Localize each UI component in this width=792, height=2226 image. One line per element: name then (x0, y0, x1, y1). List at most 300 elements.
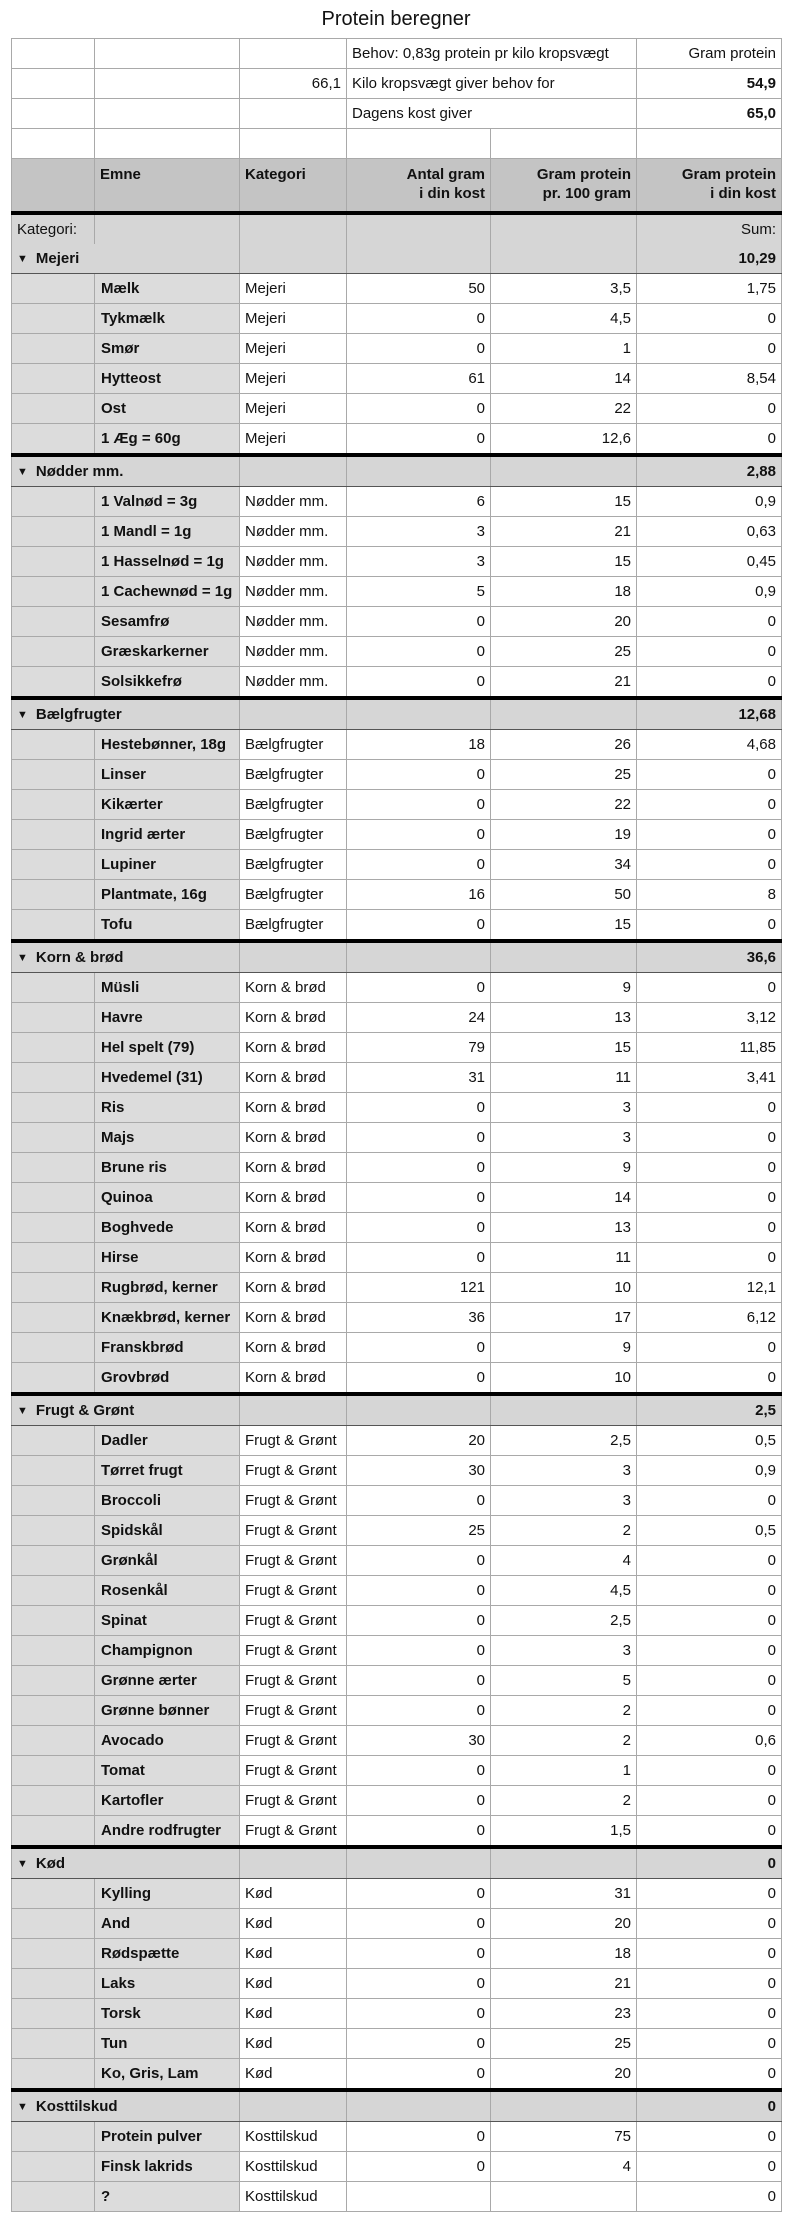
grams-input[interactable]: 30 (347, 1726, 491, 1756)
protein-per-100g[interactable]: 15 (491, 1033, 637, 1063)
protein-per-100g[interactable]: 3 (491, 1093, 637, 1123)
category-group-row[interactable] (12, 1394, 782, 1426)
cell[interactable] (12, 1486, 95, 1516)
grams-input[interactable]: 0 (347, 1363, 491, 1395)
cell[interactable] (12, 547, 95, 577)
food-category[interactable]: Korn & brød (240, 1303, 347, 1333)
food-category[interactable]: Frugt & Grønt (240, 1786, 347, 1816)
food-category[interactable]: Kød (240, 1939, 347, 1969)
grams-input[interactable]: 0 (347, 394, 491, 424)
cell[interactable] (12, 2059, 95, 2091)
protein-total[interactable]: 0 (637, 637, 782, 667)
cell[interactable] (12, 667, 95, 699)
protein-per-100g[interactable]: 25 (491, 760, 637, 790)
food-name[interactable]: Andre rodfrugter (95, 1816, 240, 1848)
disclosure-triangle-icon[interactable]: ▼ (17, 1858, 28, 1870)
food-name[interactable]: Spidskål (95, 1516, 240, 1546)
protein-per-100g[interactable]: 3,5 (491, 274, 637, 304)
food-name[interactable]: Tofu (95, 910, 240, 942)
cell[interactable] (12, 1909, 95, 1939)
protein-total[interactable]: 0 (637, 1756, 782, 1786)
cell[interactable] (12, 1426, 95, 1456)
food-category[interactable]: Korn & brød (240, 1153, 347, 1183)
protein-total[interactable]: 0 (637, 2029, 782, 2059)
grams-input[interactable]: 0 (347, 1756, 491, 1786)
protein-per-100g[interactable]: 22 (491, 394, 637, 424)
protein-total[interactable]: 0 (637, 1636, 782, 1666)
protein-per-100g[interactable]: 14 (491, 1183, 637, 1213)
protein-per-100g[interactable]: 1,5 (491, 1816, 637, 1848)
protein-total[interactable]: 1,75 (637, 274, 782, 304)
protein-total[interactable]: 0 (637, 790, 782, 820)
food-name[interactable]: Sesamfrø (95, 607, 240, 637)
category-group-row[interactable] (12, 1847, 782, 1879)
food-category[interactable]: Frugt & Grønt (240, 1576, 347, 1606)
food-name[interactable]: Linser (95, 760, 240, 790)
food-category[interactable]: Frugt & Grønt (240, 1756, 347, 1786)
protein-per-100g[interactable]: 15 (491, 910, 637, 942)
grams-input[interactable]: 0 (347, 790, 491, 820)
protein-total[interactable]: 0 (637, 1243, 782, 1273)
category-group-row[interactable] (12, 2090, 782, 2122)
food-category[interactable]: Kød (240, 1909, 347, 1939)
cell[interactable] (12, 1816, 95, 1848)
protein-per-100g[interactable]: 20 (491, 2059, 637, 2091)
cell[interactable] (12, 274, 95, 304)
protein-total[interactable]: 12,1 (637, 1273, 782, 1303)
protein-total[interactable]: 0,5 (637, 1516, 782, 1546)
cell[interactable] (12, 1666, 95, 1696)
behov-label[interactable]: Behov: 0,83g protein pr kilo kropsvægt (347, 39, 637, 69)
food-name[interactable]: Kartofler (95, 1786, 240, 1816)
grams-input[interactable]: 0 (347, 607, 491, 637)
food-name[interactable]: Hirse (95, 1243, 240, 1273)
cell[interactable] (12, 1939, 95, 1969)
grams-input[interactable]: 0 (347, 304, 491, 334)
food-name[interactable]: Rugbrød, kerner (95, 1273, 240, 1303)
category-group-row[interactable] (12, 941, 782, 973)
cell[interactable] (12, 1879, 95, 1909)
food-name[interactable]: Tykmælk (95, 304, 240, 334)
grams-input[interactable]: 3 (347, 517, 491, 547)
disclosure-triangle-icon[interactable]: ▼ (17, 2101, 28, 2113)
food-name[interactable]: Plantmate, 16g (95, 880, 240, 910)
protein-per-100g[interactable]: 20 (491, 1909, 637, 1939)
cell[interactable] (12, 790, 95, 820)
protein-per-100g[interactable]: 13 (491, 1003, 637, 1033)
cell[interactable] (12, 364, 95, 394)
grams-input[interactable]: 0 (347, 1999, 491, 2029)
grams-input[interactable]: 25 (347, 1516, 491, 1546)
food-category[interactable]: Nødder mm. (240, 577, 347, 607)
food-name[interactable]: Grønne bønner (95, 1696, 240, 1726)
food-name[interactable]: Grovbrød (95, 1363, 240, 1395)
protein-per-100g[interactable]: 22 (491, 790, 637, 820)
group-label-cell[interactable] (12, 698, 122, 730)
protein-per-100g[interactable]: 75 (491, 2122, 637, 2152)
cell[interactable] (12, 1969, 95, 1999)
protein-total[interactable]: 0,9 (637, 577, 782, 607)
protein-total[interactable]: 0 (637, 607, 782, 637)
grams-input[interactable]: 0 (347, 1486, 491, 1516)
cell[interactable] (95, 99, 240, 129)
protein-per-100g[interactable]: 2,5 (491, 1426, 637, 1456)
food-name[interactable]: Ost (95, 394, 240, 424)
grams-input[interactable]: 0 (347, 1123, 491, 1153)
grams-input[interactable]: 0 (347, 424, 491, 456)
food-name[interactable]: Müsli (95, 973, 240, 1003)
disclosure-triangle-icon[interactable]: ▼ (17, 253, 28, 265)
protein-total[interactable]: 0,63 (637, 517, 782, 547)
food-category[interactable]: Nødder mm. (240, 637, 347, 667)
food-name[interactable]: Knækbrød, kerner (95, 1303, 240, 1333)
food-name[interactable]: Champignon (95, 1636, 240, 1666)
food-category[interactable]: Bælgfrugter (240, 820, 347, 850)
cell[interactable] (12, 1303, 95, 1333)
food-name[interactable]: Torsk (95, 1999, 240, 2029)
cell[interactable] (637, 129, 782, 159)
cell[interactable] (12, 99, 95, 129)
group-label-cell[interactable] (12, 1847, 95, 1879)
cell[interactable] (12, 1756, 95, 1786)
protein-per-100g[interactable]: 18 (491, 1939, 637, 1969)
cell[interactable] (12, 1576, 95, 1606)
protein-per-100g[interactable]: 13 (491, 1213, 637, 1243)
cell[interactable] (12, 1033, 95, 1063)
food-name[interactable]: Ko, Gris, Lam (95, 2059, 240, 2091)
protein-per-100g[interactable]: 2 (491, 1786, 637, 1816)
protein-total[interactable]: 8 (637, 880, 782, 910)
protein-total[interactable]: 0 (637, 667, 782, 699)
cell[interactable] (12, 2122, 95, 2152)
grams-input[interactable]: 0 (347, 820, 491, 850)
header-emne[interactable]: Emne (95, 159, 240, 214)
cell[interactable] (12, 850, 95, 880)
cell[interactable] (491, 129, 637, 159)
food-category[interactable]: Korn & brød (240, 1123, 347, 1153)
cell[interactable] (12, 1786, 95, 1816)
food-name[interactable]: Hytteost (95, 364, 240, 394)
food-name[interactable]: Solsikkefrø (95, 667, 240, 699)
protein-per-100g[interactable]: 10 (491, 1273, 637, 1303)
grams-input[interactable]: 0 (347, 850, 491, 880)
food-category[interactable]: Korn & brød (240, 1273, 347, 1303)
cell[interactable] (240, 99, 347, 129)
grams-input[interactable]: 0 (347, 1213, 491, 1243)
grams-input[interactable]: 0 (347, 1243, 491, 1273)
grams-input[interactable]: 50 (347, 274, 491, 304)
disclosure-triangle-icon[interactable]: ▼ (17, 466, 28, 478)
protein-total[interactable]: 0 (637, 1363, 782, 1395)
protein-per-100g[interactable]: 9 (491, 1153, 637, 1183)
protein-per-100g[interactable]: 19 (491, 820, 637, 850)
protein-per-100g[interactable]: 18 (491, 577, 637, 607)
protein-per-100g[interactable]: 34 (491, 850, 637, 880)
grams-input[interactable]: 0 (347, 1939, 491, 1969)
food-category[interactable]: Mejeri (240, 274, 347, 304)
protein-total[interactable]: 0 (637, 424, 782, 456)
food-category[interactable]: Mejeri (240, 424, 347, 456)
cell[interactable] (12, 2029, 95, 2059)
group-label-cell[interactable] (12, 244, 95, 274)
protein-total[interactable]: 0 (637, 1333, 782, 1363)
food-name[interactable]: Smør (95, 334, 240, 364)
protein-per-100g[interactable]: 20 (491, 607, 637, 637)
cell[interactable] (95, 69, 240, 99)
cell[interactable] (12, 334, 95, 364)
food-name[interactable]: Rødspætte (95, 1939, 240, 1969)
protein-total[interactable]: 0 (637, 1153, 782, 1183)
grams-input[interactable]: 0 (347, 1093, 491, 1123)
protein-total[interactable]: 3,12 (637, 1003, 782, 1033)
gram-protein-label[interactable]: Gram protein (637, 39, 782, 69)
cell[interactable] (12, 1183, 95, 1213)
food-name[interactable]: Lupiner (95, 850, 240, 880)
food-category[interactable]: Bælgfrugter (240, 910, 347, 942)
grams-input[interactable]: 0 (347, 973, 491, 1003)
protein-per-100g[interactable] (491, 2182, 637, 2212)
food-name[interactable]: And (95, 1909, 240, 1939)
food-category[interactable]: Kosttilskud (240, 2122, 347, 2152)
food-name[interactable]: Ingrid ærter (95, 820, 240, 850)
grams-input[interactable]: 20 (347, 1426, 491, 1456)
protein-total[interactable]: 6,12 (637, 1303, 782, 1333)
food-category[interactable]: Frugt & Grønt (240, 1606, 347, 1636)
protein-total[interactable]: 0 (637, 820, 782, 850)
category-group-row[interactable] (12, 698, 782, 730)
grams-input[interactable]: 0 (347, 1546, 491, 1576)
grams-input[interactable]: 0 (347, 910, 491, 942)
protein-per-100g[interactable]: 2 (491, 1726, 637, 1756)
header-total[interactable] (637, 159, 782, 214)
food-name[interactable]: Rosenkål (95, 1576, 240, 1606)
protein-total[interactable]: 0 (637, 973, 782, 1003)
protein-per-100g[interactable]: 2 (491, 1516, 637, 1546)
food-category[interactable]: Frugt & Grønt (240, 1546, 347, 1576)
cell[interactable] (12, 39, 95, 69)
cell[interactable] (12, 1516, 95, 1546)
protein-total[interactable]: 0 (637, 394, 782, 424)
food-category[interactable]: Frugt & Grønt (240, 1696, 347, 1726)
food-category[interactable]: Bælgfrugter (240, 760, 347, 790)
cell[interactable] (12, 1546, 95, 1576)
food-category[interactable]: Bælgfrugter (240, 880, 347, 910)
grams-input[interactable]: 79 (347, 1033, 491, 1063)
cell[interactable] (12, 760, 95, 790)
grams-input[interactable]: 0 (347, 667, 491, 699)
food-category[interactable]: Nødder mm. (240, 487, 347, 517)
protein-total[interactable]: 0 (637, 1546, 782, 1576)
cell[interactable] (12, 517, 95, 547)
protein-per-100g[interactable]: 50 (491, 880, 637, 910)
cell[interactable] (12, 304, 95, 334)
grams-input[interactable]: 24 (347, 1003, 491, 1033)
food-name[interactable]: 1 Mandl = 1g (95, 517, 240, 547)
protein-per-100g[interactable]: 17 (491, 1303, 637, 1333)
cell[interactable] (12, 1243, 95, 1273)
food-name[interactable]: Quinoa (95, 1183, 240, 1213)
protein-per-100g[interactable]: 25 (491, 637, 637, 667)
grams-input[interactable]: 0 (347, 1183, 491, 1213)
grams-input[interactable]: 0 (347, 1606, 491, 1636)
food-category[interactable]: Frugt & Grønt (240, 1666, 347, 1696)
cell[interactable] (12, 1093, 95, 1123)
grams-input[interactable]: 0 (347, 334, 491, 364)
protein-per-100g[interactable]: 3 (491, 1456, 637, 1486)
kost-value[interactable]: 65,0 (637, 99, 782, 129)
cell[interactable] (12, 1003, 95, 1033)
cell[interactable] (12, 1636, 95, 1666)
protein-total[interactable]: 0 (637, 1576, 782, 1606)
food-category[interactable]: Kosttilskud (240, 2152, 347, 2182)
food-name[interactable]: Ris (95, 1093, 240, 1123)
cell[interactable] (12, 973, 95, 1003)
header-antal[interactable] (347, 159, 491, 214)
header-cell-empty[interactable] (12, 159, 95, 214)
food-name[interactable]: Mælk (95, 274, 240, 304)
protein-total[interactable]: 0 (637, 1123, 782, 1153)
protein-per-100g[interactable]: 2,5 (491, 1606, 637, 1636)
food-category[interactable]: Frugt & Grønt (240, 1516, 347, 1546)
grams-input[interactable]: 6 (347, 487, 491, 517)
food-category[interactable]: Nødder mm. (240, 667, 347, 699)
food-category[interactable]: Bælgfrugter (240, 730, 347, 760)
protein-total[interactable]: 0 (637, 1786, 782, 1816)
protein-per-100g[interactable]: 11 (491, 1243, 637, 1273)
food-category[interactable]: Frugt & Grønt (240, 1636, 347, 1666)
cell[interactable] (12, 424, 95, 456)
food-name[interactable]: 1 Cachewnød = 1g (95, 577, 240, 607)
protein-total[interactable]: 0 (637, 910, 782, 942)
cell[interactable] (12, 69, 95, 99)
food-name[interactable]: Majs (95, 1123, 240, 1153)
food-name[interactable]: Tørret frugt (95, 1456, 240, 1486)
grams-input[interactable]: 18 (347, 730, 491, 760)
food-category[interactable]: Mejeri (240, 304, 347, 334)
food-category[interactable]: Korn & brød (240, 1093, 347, 1123)
protein-total[interactable]: 0,5 (637, 1426, 782, 1456)
group-label-cell[interactable] (12, 941, 124, 973)
food-category[interactable]: Nødder mm. (240, 547, 347, 577)
protein-total[interactable]: 0 (637, 850, 782, 880)
protein-per-100g[interactable]: 9 (491, 1333, 637, 1363)
cell[interactable] (12, 730, 95, 760)
cell[interactable] (12, 607, 95, 637)
grams-input[interactable]: 0 (347, 637, 491, 667)
cell[interactable] (12, 1696, 95, 1726)
food-name[interactable]: Grønkål (95, 1546, 240, 1576)
food-name[interactable]: Broccoli (95, 1486, 240, 1516)
protein-total[interactable]: 0 (637, 2059, 782, 2091)
protein-per-100g[interactable]: 21 (491, 1969, 637, 1999)
grams-input[interactable]: 0 (347, 1696, 491, 1726)
protein-total[interactable]: 0 (637, 1183, 782, 1213)
grams-input[interactable] (347, 2182, 491, 2212)
grams-input[interactable]: 0 (347, 2152, 491, 2182)
food-category[interactable]: Mejeri (240, 394, 347, 424)
cell[interactable] (12, 1213, 95, 1243)
protein-per-100g[interactable]: 9 (491, 973, 637, 1003)
food-name[interactable]: 1 Hasselnød = 1g (95, 547, 240, 577)
cell[interactable] (95, 129, 240, 159)
grams-input[interactable]: 0 (347, 1786, 491, 1816)
grams-input[interactable]: 0 (347, 1333, 491, 1363)
protein-total[interactable]: 0 (637, 1666, 782, 1696)
protein-total[interactable]: 0 (637, 1999, 782, 2029)
grams-input[interactable]: 0 (347, 760, 491, 790)
protein-per-100g[interactable]: 1 (491, 334, 637, 364)
protein-total[interactable]: 0 (637, 1879, 782, 1909)
food-category[interactable]: Mejeri (240, 364, 347, 394)
food-name[interactable]: Kikærter (95, 790, 240, 820)
protein-total[interactable]: 0,45 (637, 547, 782, 577)
food-category[interactable]: Kød (240, 2059, 347, 2091)
protein-per-100g[interactable]: 3 (491, 1486, 637, 1516)
cell[interactable] (240, 39, 347, 69)
food-category[interactable]: Nødder mm. (240, 607, 347, 637)
protein-total[interactable]: 0 (637, 760, 782, 790)
protein-total[interactable]: 0 (637, 2122, 782, 2152)
cell[interactable] (12, 1153, 95, 1183)
grams-input[interactable]: 36 (347, 1303, 491, 1333)
grams-input[interactable]: 0 (347, 2122, 491, 2152)
header-kategori[interactable]: Kategori (240, 159, 347, 214)
cell[interactable] (12, 1726, 95, 1756)
food-category[interactable]: Frugt & Grønt (240, 1726, 347, 1756)
cell[interactable] (12, 1999, 95, 2029)
grams-input[interactable]: 61 (347, 364, 491, 394)
food-category[interactable]: Korn & brød (240, 973, 347, 1003)
cell[interactable] (347, 129, 491, 159)
protein-total[interactable]: 3,41 (637, 1063, 782, 1093)
food-name[interactable]: Havre (95, 1003, 240, 1033)
food-category[interactable]: Korn & brød (240, 1243, 347, 1273)
header-per100[interactable] (491, 159, 637, 214)
protein-per-100g[interactable]: 14 (491, 364, 637, 394)
food-category[interactable]: Frugt & Grønt (240, 1816, 347, 1848)
weight-label[interactable]: Kilo kropsvægt giver behov for (347, 69, 637, 99)
cell[interactable] (12, 1063, 95, 1093)
protein-total[interactable]: 0 (637, 1696, 782, 1726)
protein-per-100g[interactable]: 12,6 (491, 424, 637, 456)
cell[interactable] (12, 1606, 95, 1636)
cell[interactable] (12, 1456, 95, 1486)
grams-input[interactable]: 16 (347, 880, 491, 910)
cell[interactable] (95, 39, 240, 69)
food-category[interactable]: Korn & brød (240, 1063, 347, 1093)
protein-total[interactable]: 0 (637, 1909, 782, 1939)
disclosure-triangle-icon[interactable]: ▼ (17, 1405, 28, 1417)
protein-total[interactable]: 0 (637, 1606, 782, 1636)
protein-total[interactable]: 8,54 (637, 364, 782, 394)
protein-total[interactable]: 0 (637, 1093, 782, 1123)
food-category[interactable]: Kød (240, 2029, 347, 2059)
protein-total[interactable]: 0 (637, 1939, 782, 1969)
protein-per-100g[interactable]: 11 (491, 1063, 637, 1093)
cell[interactable] (12, 1363, 95, 1395)
protein-per-100g[interactable]: 4,5 (491, 304, 637, 334)
food-category[interactable]: Mejeri (240, 334, 347, 364)
group-label-cell[interactable] (12, 1394, 135, 1426)
food-category[interactable]: Kød (240, 1879, 347, 1909)
protein-per-100g[interactable]: 25 (491, 2029, 637, 2059)
protein-total[interactable]: 0 (637, 1213, 782, 1243)
grams-input[interactable]: 0 (347, 1666, 491, 1696)
protein-per-100g[interactable]: 3 (491, 1123, 637, 1153)
cell[interactable] (12, 820, 95, 850)
food-name[interactable]: Boghvede (95, 1213, 240, 1243)
cell[interactable] (12, 1273, 95, 1303)
